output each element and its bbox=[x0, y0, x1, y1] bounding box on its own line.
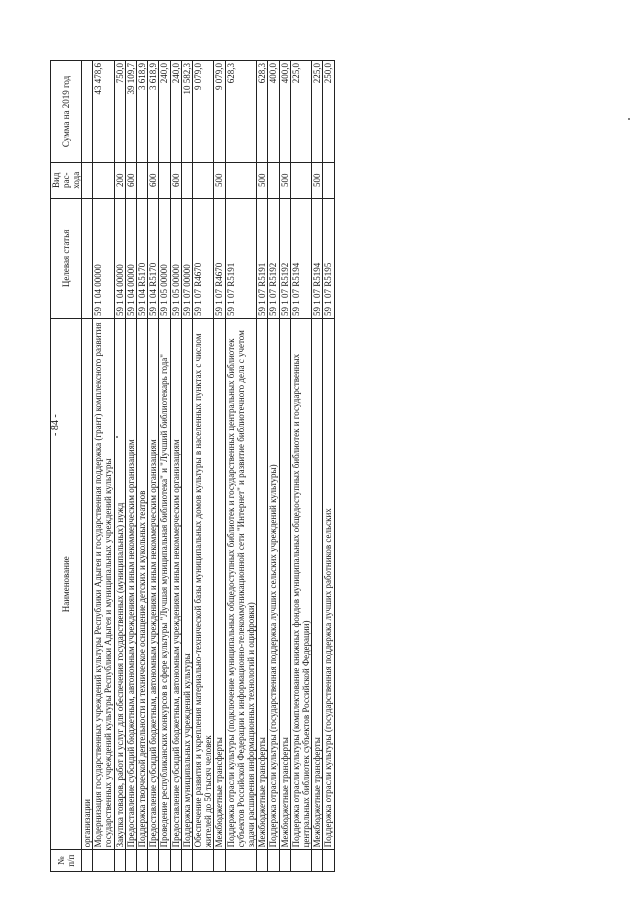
table-row bbox=[225, 61, 257, 872]
row-type bbox=[82, 162, 93, 198]
row-type bbox=[181, 162, 192, 198]
row-type: 600 bbox=[148, 162, 159, 198]
row-type: 200 bbox=[114, 162, 125, 198]
row-type bbox=[159, 162, 170, 198]
table-body bbox=[82, 61, 335, 872]
row-type: 500 bbox=[312, 162, 323, 198]
row-name: Обеспечение развития и укрепления материально-технической базы муниципальных домов культуры в населенных пунктах с числом жителей до 50 тысяч человек bbox=[193, 319, 214, 850]
row-amount: 225,0 bbox=[312, 61, 323, 163]
row-amount: 400,0 bbox=[268, 61, 279, 163]
row-code: 59 1 04 R5170 bbox=[148, 198, 159, 318]
row-code bbox=[82, 198, 93, 318]
row-num bbox=[125, 850, 136, 872]
row-name: Межбюджетные трансферты bbox=[214, 319, 225, 850]
row-code: 59 1 04 00000 bbox=[125, 198, 136, 318]
scan-speck bbox=[628, 118, 630, 120]
row-name: Поддержка муниципальных учреждений культуры bbox=[181, 319, 192, 850]
row-code: 59 1 07 R5192 bbox=[268, 198, 279, 318]
row-code: 59 1 07 R5192 bbox=[279, 198, 290, 318]
row-type: 500 bbox=[257, 162, 268, 198]
row-num bbox=[137, 850, 148, 872]
row-num bbox=[193, 850, 214, 872]
table-row bbox=[93, 61, 114, 872]
row-type bbox=[268, 162, 279, 198]
table-row bbox=[148, 61, 159, 872]
header-code: Целевая статья bbox=[51, 198, 82, 318]
table-row bbox=[290, 61, 311, 872]
table-row bbox=[268, 61, 279, 872]
row-num bbox=[268, 850, 279, 872]
row-amount: 3 618,9 bbox=[137, 61, 148, 163]
row-name: Поддержка отрасли культуры (государственная поддержка лучших работников сельских bbox=[323, 319, 334, 850]
row-num bbox=[170, 850, 181, 872]
row-name: Предоставление субсидий бюджетным, автономным учреждениям и иным некоммерческим организациям bbox=[148, 319, 159, 850]
row-code: 59 1 07 R4670 bbox=[214, 198, 225, 318]
row-amount: 250,0 bbox=[323, 61, 334, 163]
table-row bbox=[214, 61, 225, 872]
row-name: Предоставление субсидий бюджетным, автономным учреждениям и иным некоммерческим организациям bbox=[170, 319, 181, 850]
row-code: 59 1 07 R5191 bbox=[225, 198, 257, 318]
table-header-row bbox=[51, 61, 82, 872]
row-num bbox=[93, 850, 114, 872]
page-number: - 84 - bbox=[50, 414, 61, 436]
table-row bbox=[279, 61, 290, 872]
row-name: Поддержка отрасли культуры (комплектование книжных фондов муниципальных общедоступных библиотек и государственных центральных библиотек субъектов Российской Федерации) bbox=[290, 319, 311, 850]
row-amount: 10 582,3 bbox=[181, 61, 192, 163]
row-code: 59 1 07 R5191 bbox=[257, 198, 268, 318]
row-amount: 225,0 bbox=[290, 61, 311, 163]
row-amount: 9 079,0 bbox=[214, 61, 225, 163]
row-num bbox=[323, 850, 334, 872]
table-row bbox=[312, 61, 323, 872]
row-amount: 240,0 bbox=[170, 61, 181, 163]
row-type bbox=[137, 162, 148, 198]
row-name: Поддержка творческой деятельности и техническое оснащение детских и кукольных театров bbox=[137, 319, 148, 850]
row-num bbox=[148, 850, 159, 872]
budget-table bbox=[50, 60, 335, 872]
row-name: Поддержка отрасли культуры (подключение муниципальных общедоступных библиотек и государственных центральных библиотек субъектов Российской Федерации к информационно-телекоммуникационной сети "Интернет" и развитие библиотечного дела с учетом задачи расширения информационных технологий и оцифровки) bbox=[225, 319, 257, 850]
row-type: 600 bbox=[170, 162, 181, 198]
row-name: Закупка товаров, работ и услуг для обеспечения государственных (муниципальных) нужд bbox=[114, 319, 125, 850]
row-amount: 628,3 bbox=[225, 61, 257, 163]
row-code: 59 1 07 R5195 bbox=[323, 198, 334, 318]
header-amount: Сумма на 2019 год bbox=[51, 61, 82, 163]
row-type bbox=[193, 162, 214, 198]
row-name: Модернизация государственных учреждений культуры Республики Адыгея и государственная поддержка (грант) комплексного развития государственных учреждений культуры Республики Адыгея и муниципальных учреждений культуры bbox=[93, 319, 114, 850]
table-row bbox=[170, 61, 181, 872]
scan-speck bbox=[116, 436, 118, 438]
row-type: 500 bbox=[279, 162, 290, 198]
row-name: Межбюджетные трансферты bbox=[279, 319, 290, 850]
header-num: № п/п bbox=[51, 850, 82, 872]
row-num bbox=[159, 850, 170, 872]
table-row bbox=[181, 61, 192, 872]
row-code: 59 1 04 00000 bbox=[93, 198, 114, 318]
row-amount: 39 109,7 bbox=[125, 61, 136, 163]
row-num bbox=[290, 850, 311, 872]
table-row bbox=[137, 61, 148, 872]
row-num bbox=[257, 850, 268, 872]
row-amount: 750,0 bbox=[114, 61, 125, 163]
header-name: Наименование bbox=[51, 319, 82, 850]
row-name: Поддержка отрасли культуры (государственная поддержка лучших сельских учреждений культуры) bbox=[268, 319, 279, 850]
row-code: 59 1 04 R5170 bbox=[137, 198, 148, 318]
row-type: 600 bbox=[125, 162, 136, 198]
row-name: Межбюджетные трансферты bbox=[312, 319, 323, 850]
row-name: организации bbox=[82, 319, 93, 850]
row-code: 59 1 05 00000 bbox=[170, 198, 181, 318]
row-name: Предоставление субсидий бюджетным, автономным учреждениям и иным некоммерческим организациям bbox=[125, 319, 136, 850]
row-amount: 3 618,9 bbox=[148, 61, 159, 163]
row-type: 500 bbox=[214, 162, 225, 198]
row-code: 59 1 04 00000 bbox=[114, 198, 125, 318]
rotated-table-container bbox=[50, 60, 560, 872]
row-num bbox=[82, 850, 93, 872]
row-name: Проведение республиканских конкурсов в сфере культуры "Лучшая муниципальная библиотека" и "Лучший библиотекарь года" bbox=[159, 319, 170, 850]
row-type bbox=[290, 162, 311, 198]
row-code: 59 1 05 00000 bbox=[159, 198, 170, 318]
row-type bbox=[93, 162, 114, 198]
row-amount: 9 079,0 bbox=[193, 61, 214, 163]
row-code: 59 1 07 R4670 bbox=[193, 198, 214, 318]
row-code: 59 1 07 R5194 bbox=[312, 198, 323, 318]
table-row bbox=[125, 61, 136, 872]
row-num bbox=[114, 850, 125, 872]
table-row bbox=[323, 61, 334, 872]
row-amount: 240,0 bbox=[159, 61, 170, 163]
table-row bbox=[193, 61, 214, 872]
row-type bbox=[225, 162, 257, 198]
table-row bbox=[257, 61, 268, 872]
row-code: 59 1 07 00000 bbox=[181, 198, 192, 318]
row-amount: 43 478,6 bbox=[93, 61, 114, 163]
header-type: Вид рас-хода bbox=[51, 162, 82, 198]
row-name: Межбюджетные трансферты bbox=[257, 319, 268, 850]
row-type bbox=[323, 162, 334, 198]
row-amount: 628,3 bbox=[257, 61, 268, 163]
row-num bbox=[279, 850, 290, 872]
row-num bbox=[214, 850, 225, 872]
table-row bbox=[82, 61, 93, 872]
row-amount: 400,0 bbox=[279, 61, 290, 163]
row-amount bbox=[82, 61, 93, 163]
row-code: 59 1 07 R5194 bbox=[290, 198, 311, 318]
row-num bbox=[312, 850, 323, 872]
row-num bbox=[225, 850, 257, 872]
row-num bbox=[181, 850, 192, 872]
table-row bbox=[159, 61, 170, 872]
table-row bbox=[114, 61, 125, 872]
